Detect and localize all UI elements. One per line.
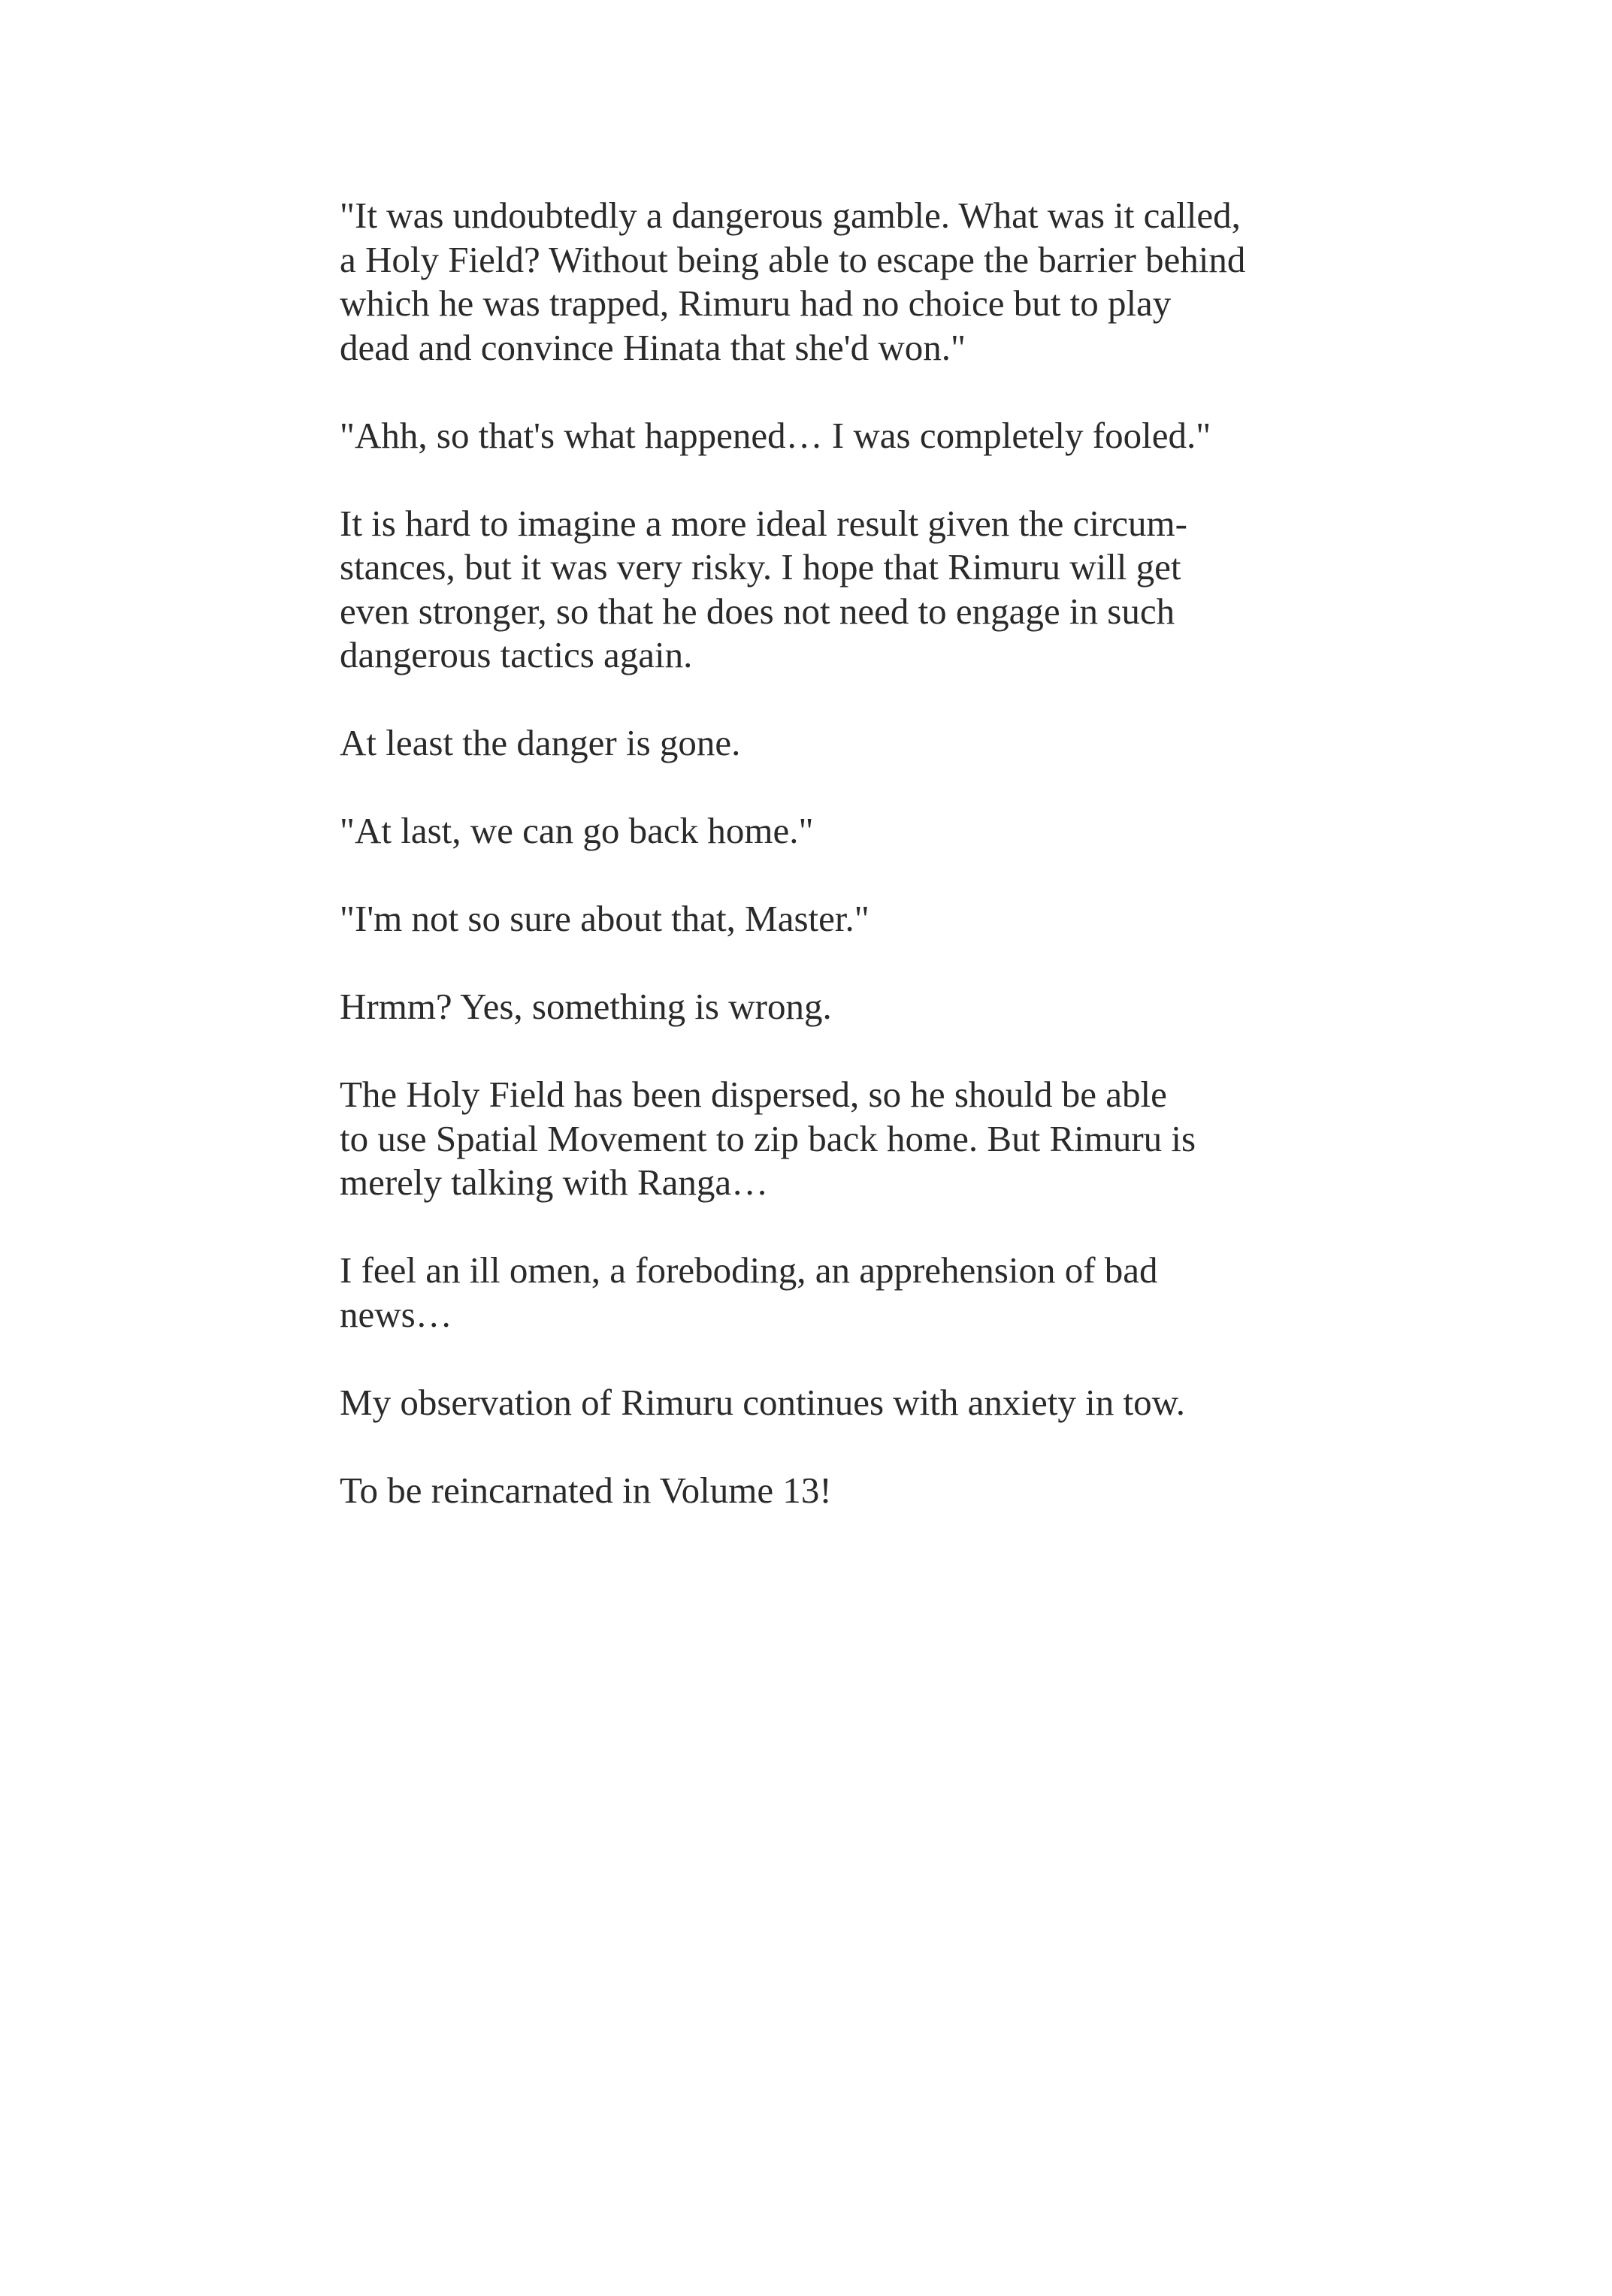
text-line: "At last, we can go back home." [340, 810, 814, 851]
paragraph-11 [340, 1469, 1332, 1513]
text-line: "Ahh, so that's what happened… I was completely fooled." [340, 414, 1211, 456]
text-line: My observation of Rimuru continues with anxiety in tow. [340, 1381, 1186, 1423]
text-line: news… [340, 1293, 452, 1335]
text-line: to use Spatial Movement to zip back home. But Rimuru is [340, 1117, 1196, 1159]
paragraph-7 [340, 985, 1332, 1029]
text-line: which he was trapped, Rimuru had no choice but to play [340, 282, 1172, 324]
paragraph-5 [340, 809, 1332, 853]
text-line: It is hard to imagine a more ideal result given the circum- [340, 502, 1187, 544]
text-line: stances, but it was very risky. I hope that Rimuru will get [340, 546, 1181, 588]
paragraph-4 [340, 721, 1332, 766]
page-text-block [340, 194, 1332, 1557]
text-line: even stronger, so that he does not need to engage in such [340, 590, 1175, 632]
text-line: At least the danger is gone. [340, 722, 741, 763]
text-line: "I'm not so sure about that, Master." [340, 898, 870, 939]
text-line: "It was undoubtedly a dangerous gamble. What was it called, [340, 195, 1241, 236]
paragraph-8 [340, 1073, 1332, 1205]
paragraph-2 [340, 414, 1332, 458]
text-line: Hrmm? Yes, something is wrong. [340, 986, 832, 1027]
text-line: merely talking with Ranga… [340, 1162, 769, 1203]
text-line: a Holy Field? Without being able to escape the barrier behind [340, 238, 1246, 280]
paragraph-1 [340, 194, 1332, 370]
text-line: dangerous tactics again. [340, 634, 693, 675]
text-line: To be reincarnated in Volume 13! [340, 1469, 832, 1511]
paragraph-3 [340, 502, 1332, 678]
paragraph-6 [340, 897, 1332, 941]
paragraph-9 [340, 1249, 1332, 1337]
text-line: I feel an ill omen, a foreboding, an apprehension of bad [340, 1249, 1158, 1291]
paragraph-10 [340, 1381, 1332, 1425]
text-line: The Holy Field has been dispersed, so he should be able [340, 1074, 1167, 1115]
text-line: dead and convince Hinata that she'd won." [340, 326, 966, 368]
